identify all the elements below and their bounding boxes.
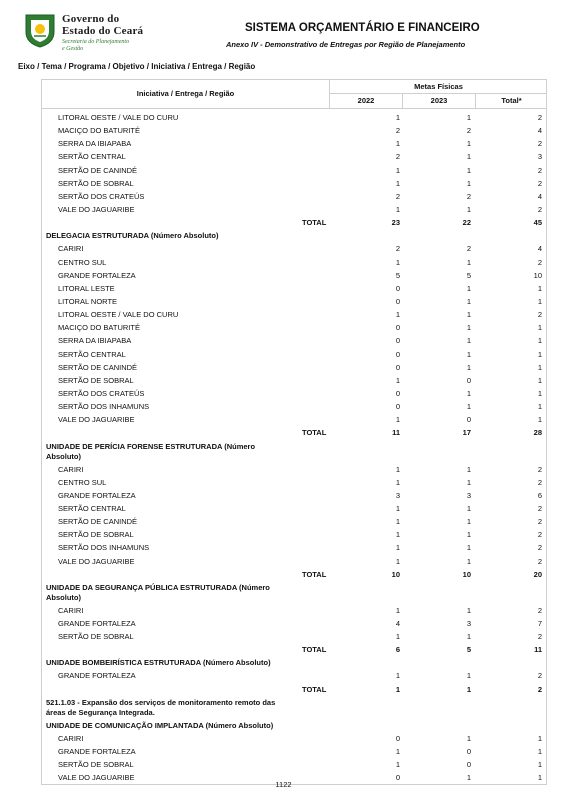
table-row [42, 164, 546, 177]
section-title: DELEGACIA ESTRUTURADA (Número Absoluto) [46, 231, 219, 241]
section-title: UNIDADE DA SEGURANÇA PÚBLICA ESTRUTURADA (Número Absoluto) [46, 582, 270, 602]
column-header-2022: 2022 [330, 94, 403, 108]
region-name: SERTÃO CENTRAL [58, 349, 126, 359]
value-2023: 1 [466, 336, 471, 346]
value-total: 2 [537, 257, 542, 267]
table-row [42, 361, 546, 374]
value-total: 1 [537, 747, 542, 757]
value-2023: 17 [462, 428, 471, 438]
value-total: 1 [537, 760, 542, 770]
region-name: SERTÃO DOS INHAMUNS [58, 402, 150, 412]
table-row [42, 269, 546, 282]
total-label: TOTAL [302, 645, 327, 655]
value-total: 6 [537, 490, 542, 500]
region-name: MACIÇO DO BATURITÉ [58, 323, 140, 333]
value-total: 1 [537, 362, 542, 372]
value-2022: 0 [395, 402, 400, 412]
entregas-table [41, 79, 547, 785]
value-total: 2 [537, 113, 542, 122]
value-2023: 1 [466, 257, 471, 267]
section-heading-row [42, 440, 546, 463]
value-2022: 1 [395, 503, 400, 513]
table-row [42, 463, 546, 476]
value-2022: 1 [395, 178, 400, 188]
value-2023: 1 [466, 477, 471, 487]
total-label: TOTAL [302, 569, 327, 579]
region-name: SERTÃO CENTRAL [58, 503, 126, 513]
column-header-total: Total* [501, 96, 522, 105]
region-name: SERTÃO DE SOBRAL [58, 530, 134, 540]
system-title: SISTEMA ORÇAMENTÁRIO E FINANCEIRO [245, 22, 480, 34]
value-2022: 1 [395, 517, 400, 527]
total-label: TOTAL [302, 218, 327, 228]
region-name: SERTÃO DE SOBRAL [58, 760, 134, 770]
region-name: SERTÃO DE SOBRAL [58, 375, 134, 385]
section-heading-row [42, 719, 546, 732]
table-row [42, 203, 546, 216]
value-total: 2 [537, 204, 542, 214]
value-total: 1 [537, 402, 542, 412]
value-total: 4 [537, 244, 542, 254]
value-2023: 2 [466, 126, 471, 136]
logo-line-2: Estado do Ceará [62, 25, 144, 37]
value-2023: 2 [466, 244, 471, 254]
region-name: CENTRO SUL [58, 477, 107, 487]
total-label: TOTAL [302, 684, 327, 694]
value-2022: 1 [395, 464, 400, 474]
value-2022: 2 [395, 126, 400, 136]
value-2023: 1 [466, 773, 471, 783]
value-2022: 0 [395, 349, 400, 359]
value-total: 2 [537, 139, 542, 149]
value-2023: 0 [466, 747, 471, 757]
value-2022: 23 [391, 218, 400, 228]
value-2022: 1 [395, 556, 400, 566]
column-header-2023: 2023 [403, 94, 476, 108]
region-name: CARIRI [58, 605, 84, 615]
value-2023: 1 [466, 556, 471, 566]
value-total: 45 [533, 218, 542, 228]
section-title: UNIDADE DE PERÍCIA FORENSE ESTRUTURADA (Número Absoluto) [46, 441, 256, 461]
value-total: 2 [537, 464, 542, 474]
value-2023: 10 [462, 569, 471, 579]
table-row [42, 348, 546, 361]
value-2023: 0 [466, 415, 471, 425]
section-heading-row [42, 229, 546, 242]
region-name: CARIRI [58, 244, 84, 254]
value-total: 2 [537, 477, 542, 487]
table-row [42, 515, 546, 528]
table-row [42, 413, 546, 426]
value-total: 2 [537, 605, 542, 615]
region-name: LITORAL LESTE [58, 283, 115, 293]
value-total: 2 [537, 517, 542, 527]
section-title: UNIDADE BOMBEIRÍSTICA ESTRUTURADA (Número Absoluto) [46, 658, 271, 668]
value-2023: 1 [466, 530, 471, 540]
table-row [42, 111, 546, 124]
value-total: 2 [537, 671, 542, 681]
total-label: TOTAL [302, 428, 327, 438]
value-2023: 5 [466, 645, 471, 655]
value-2023: 3 [466, 618, 471, 628]
region-name: VALE DO JAGUARIBE [58, 556, 135, 566]
value-2023: 1 [466, 362, 471, 372]
column-header-iniciativa: Iniciativa / Entrega / Região [42, 80, 330, 108]
value-2023: 22 [462, 218, 471, 228]
value-total: 2 [537, 530, 542, 540]
value-total: 4 [537, 191, 542, 201]
value-2023: 3 [466, 490, 471, 500]
value-total: 10 [533, 270, 542, 280]
region-name: SERTÃO DOS INHAMUNS [58, 543, 150, 553]
value-total: 2 [537, 684, 542, 694]
total-row [42, 683, 546, 696]
value-2023: 2 [466, 191, 471, 201]
total-row [42, 643, 546, 656]
region-name: GRANDE FORTALEZA [58, 671, 136, 681]
table-row [42, 745, 546, 758]
table-row [42, 242, 546, 255]
value-2022: 1 [395, 760, 400, 770]
value-2023: 1 [466, 543, 471, 553]
region-name: SERTÃO DE CANINDÉ [58, 165, 138, 175]
table-row [42, 308, 546, 321]
value-2022: 1 [395, 543, 400, 553]
value-2022: 3 [395, 490, 400, 500]
value-total: 7 [537, 618, 542, 628]
table-row [42, 758, 546, 771]
value-2023: 1 [466, 139, 471, 149]
region-name: SERTÃO DE SOBRAL [58, 632, 134, 642]
table-row [42, 732, 546, 745]
value-total: 1 [537, 388, 542, 398]
value-2023: 1 [466, 671, 471, 681]
value-2023: 1 [466, 283, 471, 293]
table-row [42, 177, 546, 190]
region-name: SERTÃO DOS CRATEÚS [58, 388, 145, 398]
region-name: GRANDE FORTALEZA [58, 270, 136, 280]
region-name: CARIRI [58, 733, 84, 743]
region-name: VALE DO JAGUARIBE [58, 415, 135, 425]
table-row [42, 334, 546, 347]
region-name: GRANDE FORTALEZA [58, 747, 136, 757]
value-2023: 1 [466, 605, 471, 615]
value-2022: 0 [395, 283, 400, 293]
value-2022: 6 [395, 645, 400, 655]
value-2023: 0 [466, 375, 471, 385]
table-body [41, 109, 547, 785]
value-total: 1 [537, 283, 542, 293]
value-2022: 0 [395, 323, 400, 333]
region-name: SERRA DA IBIAPABA [58, 336, 132, 346]
value-total: 2 [537, 503, 542, 513]
region-name: LITORAL OESTE / VALE DO CURU [58, 310, 179, 320]
value-2022: 2 [395, 191, 400, 201]
region-name: LITORAL OESTE / VALE DO CURU [58, 113, 179, 122]
state-crest-icon [23, 12, 57, 48]
value-2022: 1 [395, 684, 400, 694]
column-header-metas: Metas Físicas [330, 80, 547, 94]
total-row [42, 216, 546, 229]
value-2023: 1 [466, 152, 471, 162]
value-2022: 1 [395, 113, 400, 122]
table-row [42, 256, 546, 269]
table-row [42, 387, 546, 400]
value-2023: 1 [466, 310, 471, 320]
table-row [42, 669, 546, 682]
value-total: 2 [537, 165, 542, 175]
value-2023: 1 [466, 503, 471, 513]
page-header [0, 0, 567, 60]
table-row [42, 489, 546, 502]
value-2022: 1 [395, 477, 400, 487]
value-2022: 1 [395, 605, 400, 615]
value-2022: 0 [395, 362, 400, 372]
value-2023: 1 [466, 733, 471, 743]
value-2023: 1 [466, 204, 471, 214]
table-row [42, 476, 546, 489]
value-total: 1 [537, 349, 542, 359]
region-name: SERTÃO DOS CRATEÚS [58, 191, 145, 201]
value-total: 4 [537, 126, 542, 136]
value-total: 1 [537, 296, 542, 306]
logo-sub-line-2: e Gestão [62, 45, 84, 52]
value-2022: 2 [395, 244, 400, 254]
value-2023: 0 [466, 760, 471, 770]
section-heading-row [42, 581, 546, 604]
table-row [42, 630, 546, 643]
section-heading-row [42, 696, 546, 719]
value-2022: 1 [395, 671, 400, 681]
table-row [42, 555, 546, 568]
value-total: 28 [533, 428, 542, 438]
section-heading-row [42, 656, 546, 669]
value-2022: 1 [395, 415, 400, 425]
value-2022: 10 [391, 569, 400, 579]
value-2022: 0 [395, 388, 400, 398]
value-2023: 1 [466, 388, 471, 398]
value-2022: 1 [395, 204, 400, 214]
total-row [42, 568, 546, 581]
region-name: GRANDE FORTALEZA [58, 490, 136, 500]
section-title: 521.1.03 - Expansão dos serviços de monitoramento remoto das áreas de Segurança Integrada. [46, 697, 276, 717]
table-row [42, 604, 546, 617]
region-name: CARIRI [58, 464, 84, 474]
value-2022: 11 [392, 428, 400, 438]
total-row [42, 426, 546, 439]
value-total: 1 [537, 773, 542, 783]
region-name: LITORAL NORTE [58, 296, 118, 306]
value-total: 2 [537, 310, 542, 320]
page-number: 1122 [275, 780, 292, 789]
value-2023: 1 [466, 178, 471, 188]
table-row [42, 502, 546, 515]
value-total: 1 [537, 375, 542, 385]
table-header [41, 79, 547, 109]
table-row [42, 190, 546, 203]
logo-line-1: Governo do [62, 13, 120, 25]
government-logo [20, 10, 160, 52]
table-row [42, 374, 546, 387]
eixo-hierarchy-label: Eixo / Tema / Programa / Objetivo / Iniciativa / Entrega / Região [18, 62, 256, 71]
value-total: 2 [537, 556, 542, 566]
value-2023: 1 [466, 165, 471, 175]
region-name: GRANDE FORTALEZA [58, 618, 136, 628]
value-total: 2 [537, 178, 542, 188]
value-2022: 1 [395, 165, 400, 175]
table-row [42, 137, 546, 150]
value-2022: 1 [395, 375, 400, 385]
value-2022: 0 [395, 296, 400, 306]
table-row [42, 282, 546, 295]
value-2022: 1 [395, 257, 400, 267]
region-name: SERRA DA IBIAPABA [58, 139, 132, 149]
region-name: CENTRO SUL [58, 257, 107, 267]
value-total: 11 [534, 645, 542, 655]
value-2022: 1 [395, 632, 400, 642]
section-title: UNIDADE DE COMUNICAÇÃO IMPLANTADA (Número Absoluto) [46, 720, 274, 730]
region-name: SERTÃO CENTRAL [58, 152, 126, 162]
region-name: VALE DO JAGUARIBE [58, 773, 135, 783]
table-row [42, 400, 546, 413]
table-row [42, 295, 546, 308]
region-name: SERTÃO DE CANINDÉ [58, 517, 138, 527]
region-name: VALE DO JAGUARIBE [58, 204, 135, 214]
value-2023: 1 [466, 517, 471, 527]
region-name: MACIÇO DO BATURITÉ [58, 126, 140, 136]
value-total: 1 [537, 323, 542, 333]
value-2022: 5 [395, 270, 400, 280]
value-2022: 0 [395, 733, 400, 743]
table-row [42, 541, 546, 554]
value-2022: 4 [395, 618, 400, 628]
value-total: 3 [537, 152, 542, 162]
value-total: 20 [533, 569, 542, 579]
value-2023: 1 [466, 632, 471, 642]
value-2023: 1 [466, 464, 471, 474]
value-2022: 1 [395, 310, 400, 320]
value-total: 1 [537, 336, 542, 346]
value-2023: 1 [466, 323, 471, 333]
value-2023: 1 [466, 349, 471, 359]
value-2022: 1 [395, 747, 400, 757]
value-2023: 1 [466, 684, 471, 694]
value-2023: 5 [466, 270, 471, 280]
value-2023: 1 [466, 296, 471, 306]
value-2022: 0 [395, 773, 400, 783]
table-row [42, 124, 546, 137]
value-2023: 1 [466, 113, 471, 122]
region-name: SERTÃO DE CANINDÉ [58, 362, 138, 372]
region-name: SERTÃO DE SOBRAL [58, 178, 134, 188]
table-row [42, 617, 546, 630]
table-row [42, 150, 546, 163]
value-total: 2 [537, 543, 542, 553]
table-row [42, 321, 546, 334]
value-2022: 0 [395, 336, 400, 346]
value-2022: 1 [395, 139, 400, 149]
logo-sub-line-1: Secretaria do Planejamento [62, 39, 130, 45]
report-subtitle: Anexo IV - Demonstrativo de Entregas por Região de Planejamento [226, 40, 466, 49]
value-2022: 1 [395, 530, 400, 540]
value-total: 2 [537, 632, 542, 642]
value-2022: 2 [395, 152, 400, 162]
logo-subtitle [62, 39, 129, 52]
value-total: 1 [537, 733, 542, 743]
value-total: 1 [537, 415, 542, 425]
value-2023: 1 [466, 402, 471, 412]
table-row [42, 528, 546, 541]
